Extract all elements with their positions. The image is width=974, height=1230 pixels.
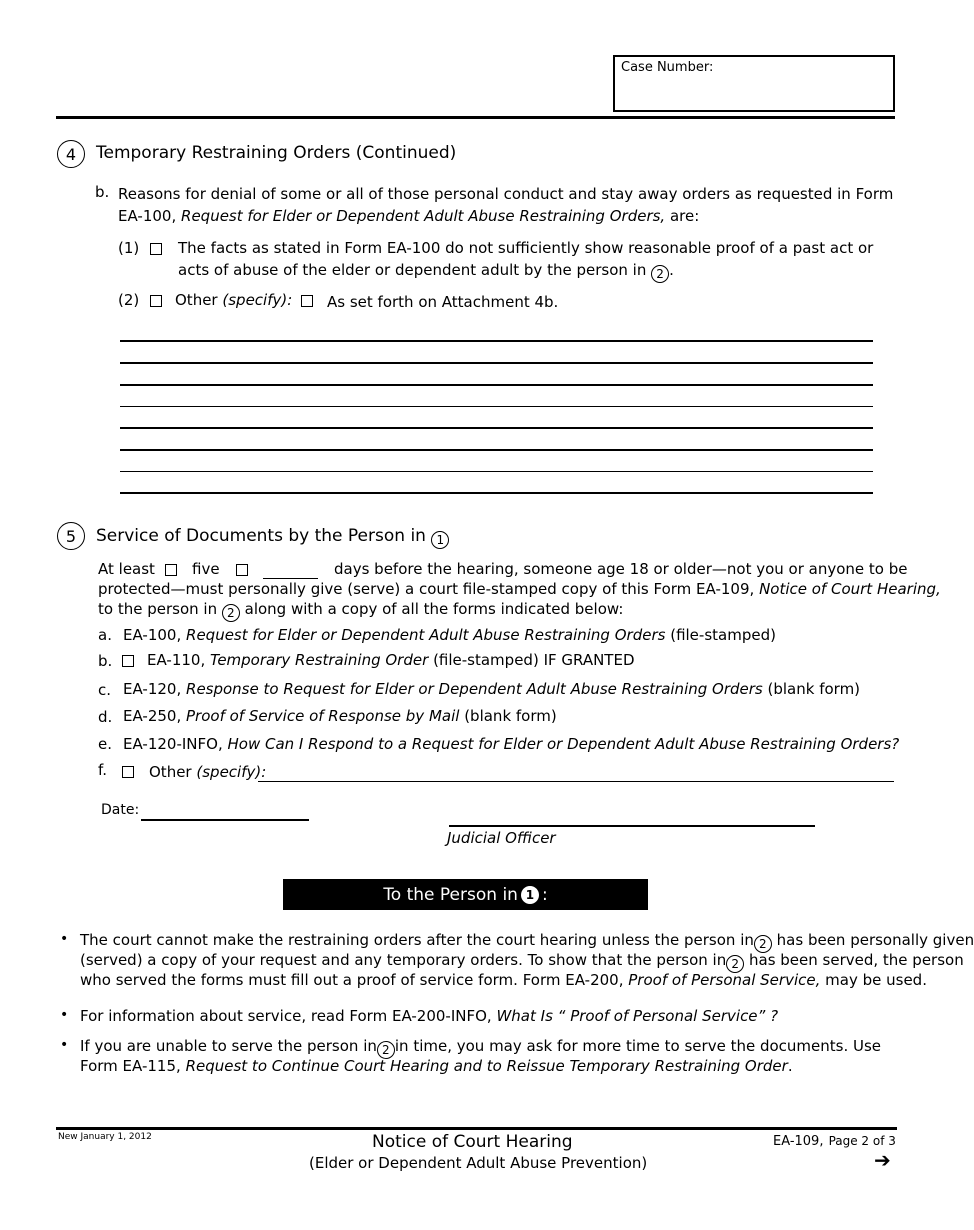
footer-subtitle: (Elder or Dependent Adult Abuse Prevention) <box>309 1154 648 1172</box>
other-forms-input-line[interactable] <box>258 781 894 782</box>
other-forms-checkbox[interactable] <box>122 766 134 778</box>
bullet-1-line2: (served) a copy of your request and any temporary orders. To show that the person in 2 has been served, the person <box>80 951 964 971</box>
writing-line[interactable] <box>120 406 873 407</box>
days-input-line[interactable] <box>263 578 318 579</box>
item-b-line1: Reasons for denial of some or all of those personal conduct and stay away orders as requested in Form <box>118 185 894 203</box>
attachment-4b-checkbox[interactable] <box>301 295 313 307</box>
next-page-arrow-icon[interactable]: ➔ <box>874 1148 891 1172</box>
writing-line[interactable] <box>120 340 873 342</box>
bullet-1-line1: The court cannot make the restraining orders after the court hearing unless the person in 2 has been personally given <box>80 931 974 951</box>
item-1-line2: acts of abuse of the elder or dependent adult by the person in 2 . <box>178 261 674 281</box>
revision-date: New January 1, 2012 <box>58 1132 152 1142</box>
days-checkbox[interactable] <box>236 564 248 576</box>
section-4-title: Temporary Restraining Orders (Continued) <box>96 143 457 163</box>
item-2-number: (2) <box>118 291 140 309</box>
item-2-checkbox[interactable] <box>150 295 162 307</box>
writing-line[interactable] <box>120 427 873 429</box>
list-item: Other (specify): <box>149 763 267 781</box>
judicial-officer-label: Judicial Officer <box>447 829 556 847</box>
list-item-letter: b. <box>98 652 113 670</box>
list-item: EA-250, Proof of Service of Response by Mail (blank form) <box>123 707 557 725</box>
bullet-3-line2: Form EA-115, Request to Continue Court Hearing and to Reissue Temporary Restraining Order. <box>80 1057 793 1075</box>
ea-110-checkbox[interactable] <box>122 655 134 667</box>
bullet-1-line3: who served the forms must fill out a proof of service form. Form EA-200, Proof of Personal Service, may be used. <box>80 971 927 989</box>
person-1-circle: 1 <box>431 531 449 549</box>
header-rule <box>56 116 895 119</box>
list-item-letter: d. <box>98 708 113 726</box>
bullet-icon: • <box>60 1037 69 1053</box>
list-item-letter: f. <box>98 761 107 779</box>
at-least-checkbox[interactable] <box>165 564 177 576</box>
footer-rule <box>56 1127 897 1130</box>
writing-line[interactable] <box>120 471 873 472</box>
list-item-letter: a. <box>98 626 112 644</box>
service-line3: to the person in 2 along with a copy of all the forms indicated below: <box>98 600 624 620</box>
bullet-2: For information about service, read Form EA-200-INFO, What Is “ Proof of Personal Service” ? <box>80 1007 779 1025</box>
item-2-other-label: Other (specify): <box>175 291 293 309</box>
person-2-circle: 2 <box>754 935 772 953</box>
judicial-signature-line[interactable] <box>449 825 815 827</box>
item-1-number: (1) <box>118 239 140 257</box>
item-b-line2: EA-100, Request for Elder or Dependent Adult Abuse Restraining Orders, are: <box>118 207 700 225</box>
item-1-line1: The facts as stated in Form EA-100 do not sufficiently show reasonable proof of a past act or <box>178 239 874 257</box>
banner-text: To the Person in <box>383 884 518 905</box>
writing-line[interactable] <box>120 492 873 494</box>
section-4-number: 4 <box>57 140 85 168</box>
attachment-4b-label: As set forth on Attachment 4b. <box>327 293 559 311</box>
list-item: EA-110, Temporary Restraining Order (file-stamped) IF GRANTED <box>147 651 635 669</box>
to-the-person-banner <box>283 879 648 910</box>
person-2-circle: 2 <box>726 955 744 973</box>
bullet-3-line1: If you are unable to serve the person in 2 in time, you may ask for more time to serve the documents. Use <box>80 1037 882 1057</box>
person-2-circle: 2 <box>377 1041 395 1059</box>
case-number-box[interactable] <box>613 55 895 112</box>
item-1-checkbox[interactable] <box>150 243 162 255</box>
item-b-letter: b. <box>95 183 110 201</box>
date-input-line[interactable] <box>141 819 309 821</box>
list-item: EA-120-INFO, How Can I Respond to a Request for Elder or Dependent Adult Abuse Restraining Orders? <box>123 735 900 753</box>
list-item: EA-100, Request for Elder or Dependent Adult Abuse Restraining Orders (file-stamped) <box>123 626 776 644</box>
banner-circle: 1 <box>521 886 539 904</box>
service-line2: protected—must personally give (serve) a court file-stamped copy of this Form EA-109, Notice of Court Hearing, <box>98 580 941 598</box>
list-item-letter: c. <box>98 681 112 699</box>
section-5-title: Service of Documents by the Person in 1 <box>96 526 449 549</box>
form-page-id: EA-109, Page 2 of 3 <box>773 1134 896 1149</box>
bullet-icon: • <box>60 1007 69 1023</box>
case-number-label: Case Number: <box>621 60 714 75</box>
at-least-label: At least <box>98 560 155 578</box>
list-item-letter: e. <box>98 735 112 753</box>
footer-title: Notice of Court Hearing <box>372 1132 573 1152</box>
section-5-number: 5 <box>57 522 85 550</box>
five-label: five <box>192 560 220 578</box>
bullet-icon: • <box>60 931 69 947</box>
person-2-circle: 2 <box>651 265 669 283</box>
writing-line[interactable] <box>120 384 873 386</box>
banner-colon: : <box>541 884 548 905</box>
service-line1: days before the hearing, someone age 18 or older—not you or anyone to be <box>334 560 908 578</box>
writing-line[interactable] <box>120 362 873 364</box>
list-item: EA-120, Response to Request for Elder or Dependent Adult Abuse Restraining Orders (blank form) <box>123 680 861 698</box>
date-label: Date: <box>101 802 140 818</box>
person-2-circle: 2 <box>222 604 240 622</box>
writing-line[interactable] <box>120 449 873 451</box>
